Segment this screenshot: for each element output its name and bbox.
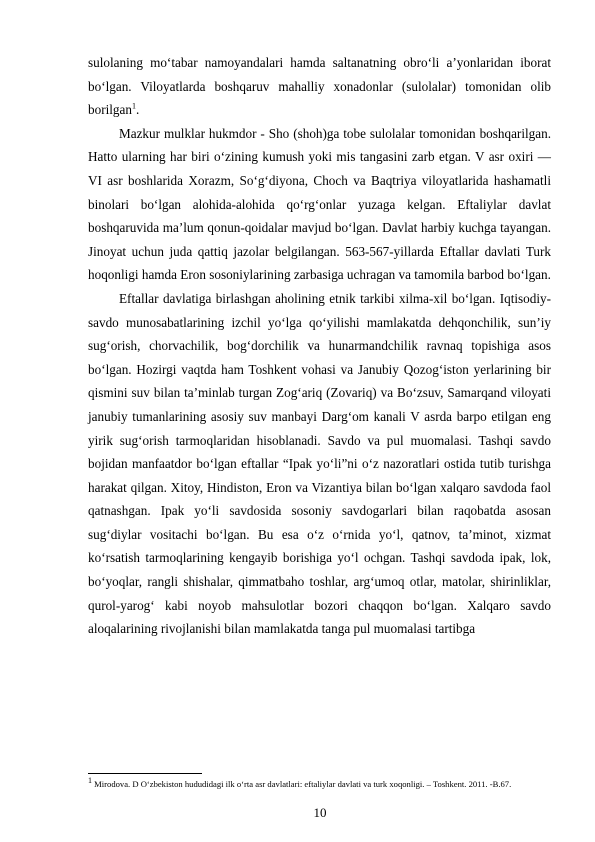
body-text — [88, 51, 551, 641]
footnote-text: Mirodova. D O‘zbekiston hududidagi ilk o‘rta asr davlatlari: eftaliylar davlati va turk xoqonligi. – Toshkent. 2011. -B.67. — [92, 779, 512, 789]
footnote-number: 1 — [88, 776, 92, 786]
page-number: 10 — [313, 805, 327, 820]
paragraph-1-text: sulolaning mo‘tabar namoyandalari hamda saltanatning obro‘li a’yonlaridan iborat bo‘lgan. Viloyatlarda boshqaruv mahalliy xonadonlar (sulolalar) tomonidan olib borilgan — [88, 55, 551, 118]
paragraph-1-end: . — [135, 102, 140, 118]
footnote-reference[interactable]: 1 — [131, 101, 136, 111]
paragraph-3: Eftallar davlatiga birlashgan aholining etnik tarkibi xilma-xil bo‘lgan. Iqtisodiy-savdo munosabatlarining izchil yo‘lga qo‘yilishi mamlakatda dehqonchilik, sun’iy sug‘orish, chorvachilik, bog‘dorchilik va hunarmandchilik ravnaq topishiga asos bo‘lgan. Hozirgi vaqtda ham Toshkent vohasi va Janubiy Qozog‘iston yerlarining bir qismini suv bilan ta’minlab turgan Zog‘ariq (Zovariq) va Bo‘zsuv, Samarqand viloyati janubiy tumanlarining asosiy suv manbayi Darg‘om kanali V asrda barpo etilgan eng yirik sug‘orish tarmoqlaridan hisoblanadi. Savdo va pul muomalasi. Tashqi savdo bojidan manfaatdor bo‘lgan eftallar “Ipak yo‘li”ni o‘z nazoratlari ostida tutib turishga harakat qilgan. Xitoy, Hindiston, Eron va Vizantiya bilan bo‘lgan xalqaro savdoda faol qatnashgan. Ipak yo‘li savdosida sosoniy savdogarlari bilan raqobatda asosan sug‘diylar vositachi bo‘lgan. Bu esa o‘z o‘rnida yo‘l, qatnov, ta’minot, xizmat ko‘rsatish tarmoqlarining kengayib borishiga yo‘l ochgan. Tashqi savdoda ipak, lok, bo‘yoqlar, rangli shishalar, qimmatbaho toshlar, arg‘umoq otlar, matolar, shirinliklar, qurol-yarog‘ kabi noyob mahsulotlar bozori chaqqon bo‘lgan. Xalqaro savdo aloqalarining rivojlanishi bilan mamlakatda tanga pul muomalasi tartibga — [88, 290, 551, 637]
paragraph-1 — [88, 51, 551, 122]
paragraph-2: Mazkur mulklar hukmdor - Sho (shoh)ga tobe sulolalar tomonidan boshqarilgan. Hatto ularning har biri o‘zining kumush yoki mis tangasini zarb etgan. V asr oxiri — VI asr boshlarida Xorazm, So‘g‘diyona, Choch va Baqtriya viloyatlarida hashamatli binolari bo‘lgan alohida-alohida qo‘rg‘onlar yuzaga kelgan. Eftaliylar davlat boshqaruvida ma’lum qonun-qoidalar mavjud bo‘lgan. Davlat harbiy kuchga tayangan. Jinoyat uchun juda qattiq jazolar belgilangan. 563-567-yillarda Eftallar davlati Turk hoqonligi hamda Eron sosoniylarining zarbasiga uchragan va tamomila barbod bo‘lgan. — [88, 125, 551, 283]
footnote — [88, 778, 551, 790]
footnote-divider — [88, 773, 202, 774]
